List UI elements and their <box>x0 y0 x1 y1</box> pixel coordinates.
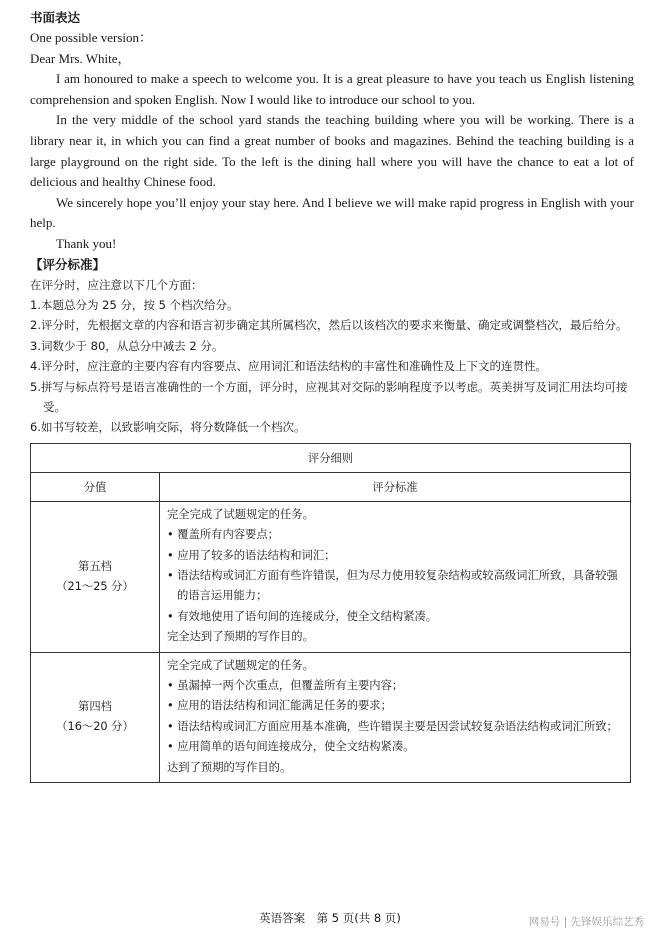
criteria-bullet: • 有效地使用了语句间的连接成分，使全文结构紧凑。 <box>167 609 438 623</box>
criteria-bullet: • 语法结构或词汇方面应用基本准确，些许错误主要是因尝试较复杂语法结构或词汇所致； <box>167 719 618 733</box>
band-name: 第四档 <box>78 700 112 714</box>
criteria-lead: 完全完成了试题规定的任务。 <box>167 658 314 672</box>
criteria-cell <box>160 501 631 652</box>
scoring-rule-1: 1.本题总分为 25 分，按 5 个档次给分。 <box>30 297 239 312</box>
table-row <box>31 652 631 782</box>
salutation: Dear Mrs. White， <box>30 50 131 66</box>
criteria-cell <box>160 652 631 782</box>
criteria-bullet: • 应用了较多的语法结构和词汇； <box>167 548 336 562</box>
criteria-bullet: • 覆盖所有内容要点； <box>167 528 279 542</box>
scoring-rules <box>30 275 634 438</box>
watermark: 网易号 | 先锋娱乐综艺秀 <box>528 916 644 928</box>
answer-page <box>30 8 634 783</box>
band-cell <box>31 652 160 782</box>
scoring-rule-5: 5.拼写与标点符号是语言准确性的一个方面，评分时，应视其对交际的影响程度予以考虑。英美拼写及词汇用法均可接受。 <box>30 379 628 414</box>
criteria-bullet: • 虽漏掉一两个次重点，但覆盖所有主要内容； <box>167 679 404 693</box>
header-criteria: 评分标准 <box>160 472 631 501</box>
scoring-intro: 在评分时，应注意以下几个方面： <box>30 277 203 292</box>
scoring-rule-6: 6.如书写较差，以致影响交际，将分数降低一个档次。 <box>30 420 306 435</box>
section-title: 书面表达 <box>30 10 81 25</box>
scoring-table <box>30 443 631 783</box>
band-name: 第五档 <box>78 559 112 573</box>
essay-paragraph-1: I am honoured to make a speech to welcome you. It is a great pleasure to have you teach us English listening comprehension and spoken English. Now I would like to introduce our school to you. <box>30 71 634 107</box>
header-score: 分值 <box>31 472 160 501</box>
table-row <box>31 501 631 652</box>
table-caption: 评分细则 <box>31 443 631 472</box>
criteria-lead: 完全完成了试题规定的任务。 <box>167 507 314 521</box>
criteria-bullet: • 应用的语法结构和词汇能满足任务的要求； <box>167 699 392 713</box>
page-footer: 英语答案 第 5 页(共 8 页) <box>259 911 401 925</box>
criteria-bullet: • 语法结构或词汇方面有些许错误，但为尽力使用较复杂结构或较高级词汇所致，具备较强的语言运用能力； <box>167 569 618 603</box>
version-label: One possible version： <box>30 30 153 45</box>
band-cell <box>31 501 160 652</box>
model-essay <box>30 28 634 255</box>
scoring-rule-2: 2.评分时，先根据文章的内容和语言初步确定其所属档次，然后以该档次的要求来衡量、确定或调整档次，最后给分。 <box>30 318 628 333</box>
criteria-bullet: • 应用简单的语句间连接成分，使全文结构紧凑。 <box>167 740 415 754</box>
band-range: （21～25 分） <box>56 579 134 593</box>
scoring-rule-4: 4.评分时，应注意的主要内容有内容要点、应用词汇和语法结构的丰富性和准确性及上下文的连贯性。 <box>30 359 547 374</box>
essay-paragraph-3: We sincerely hope you’ll enjoy your stay here. And I believe we will make rapid progress in English with your help. <box>30 194 634 231</box>
band-range: （16～20 分） <box>56 720 134 734</box>
essay-closing: Thank you! <box>56 235 117 251</box>
scoring-rule-3: 3.词数少于 80，从总分中减去 2 分。 <box>30 338 224 353</box>
essay-paragraph-2: In the very middle of the school yard stands the teaching building where you will be working. There is a library near it, in which you can find a great number of books and magazines. Behind the teaching building is a large playground on the right side. To the left is the dining hall where you will have the chance to eat a lot of delicious and healthy Chinese food. <box>30 112 634 190</box>
criteria-conclusion: 完全达到了预期的写作目的。 <box>167 630 314 644</box>
scoring-title: 【评分标准】 <box>30 256 106 272</box>
criteria-conclusion: 达到了预期的写作目的。 <box>167 760 292 774</box>
